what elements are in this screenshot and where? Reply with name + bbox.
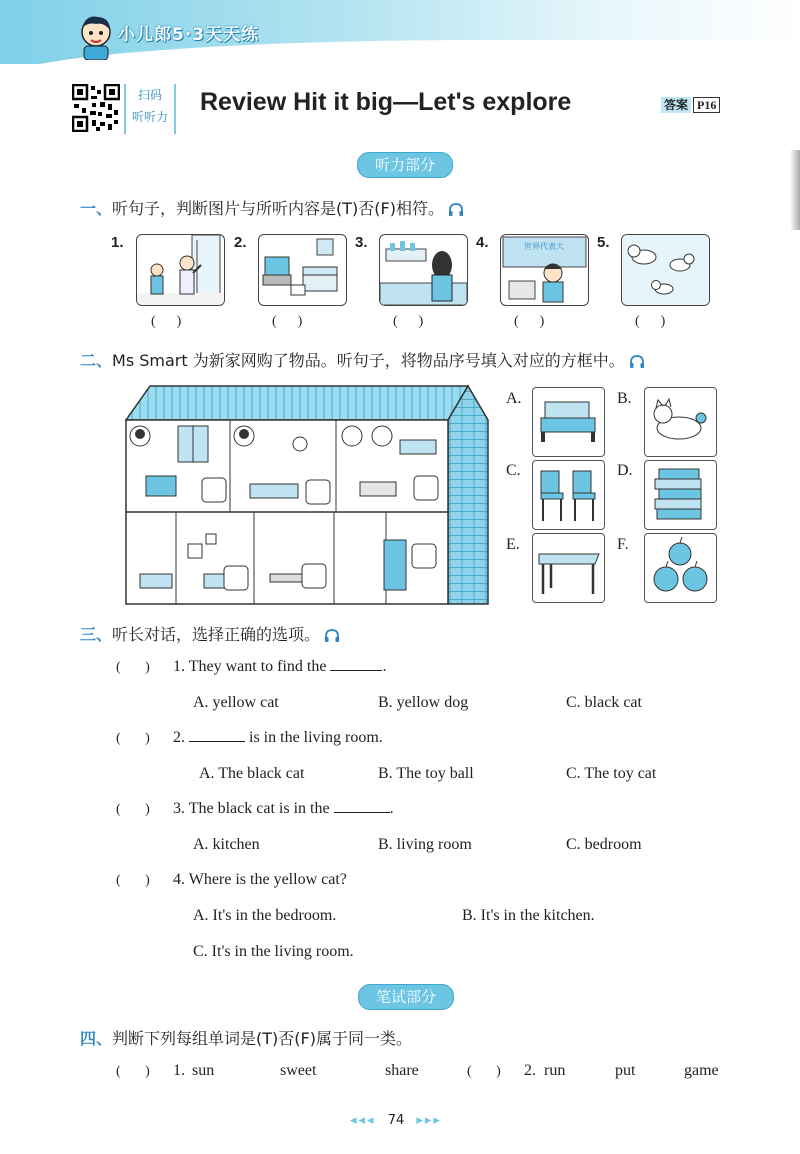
- section4-text: 判断下列每组单词是(T)否(F)属于同一类。: [112, 1029, 412, 1048]
- q2-stem: [173, 729, 383, 747]
- section1-text: 听句子，判断图片与所听内容是(T)否(F)相符。: [112, 199, 444, 218]
- s4-q1-word2: sweet: [280, 1062, 317, 1079]
- q4-number: 4.: [173, 871, 185, 888]
- next-arrows-icon: ▸▸▸: [416, 1113, 442, 1128]
- q2-number: 2.: [173, 729, 185, 746]
- item-c-box: [532, 460, 605, 530]
- bed-icon: [533, 388, 604, 456]
- picture-2-frame: [258, 234, 347, 306]
- brand-logo: 小儿郎5·3天天练: [118, 25, 260, 45]
- item-e-box: [532, 533, 605, 603]
- picture-5-frame: [621, 234, 710, 306]
- writing-section-pill: 笔试部分: [358, 984, 454, 1010]
- picture-3-frame: [379, 234, 468, 306]
- books-icon: [645, 461, 716, 529]
- answer-reference: [661, 96, 720, 113]
- picture-2-answer[interactable]: ( ): [272, 314, 303, 329]
- boy-watching-tv-image: [501, 235, 588, 305]
- q3-answer-paren[interactable]: ( ): [116, 802, 150, 817]
- item-d-box: [644, 460, 717, 530]
- s4-q1-word1: sun: [192, 1062, 215, 1079]
- section4-instruction: [80, 1026, 412, 1049]
- boy-at-door-image: [137, 235, 224, 305]
- item-c-letter: C.: [506, 462, 521, 479]
- section3-number: 三、: [80, 625, 113, 644]
- section4-number: 四、: [80, 1029, 113, 1048]
- item-b-box: [644, 387, 717, 457]
- scan-label-line2: 听听力: [131, 110, 168, 124]
- scan-label-line1: 扫码: [137, 88, 162, 102]
- q4-stem: [173, 871, 347, 889]
- q1-text-before: They want to find the: [188, 658, 331, 675]
- s4-q2-word2: put: [615, 1062, 636, 1079]
- page-number-footer: [350, 1113, 442, 1128]
- picture-4-frame: [500, 234, 589, 306]
- q2-blank[interactable]: [189, 741, 245, 742]
- q1-answer-paren[interactable]: ( ): [116, 660, 150, 675]
- q1-option-c[interactable]: C. black cat: [566, 694, 642, 711]
- section3-text: 听长对话，选择正确的选项。: [112, 625, 321, 644]
- q3-option-a[interactable]: A. kitchen: [193, 836, 260, 853]
- q1-option-b[interactable]: B. yellow dog: [378, 694, 469, 711]
- picture-3-number: 3.: [355, 234, 368, 251]
- item-d-letter: D.: [617, 462, 633, 479]
- section1-instruction: [80, 196, 464, 219]
- item-b-letter: B.: [617, 390, 632, 407]
- cats-playing-image: [622, 235, 709, 305]
- s4-q1-word3: share: [385, 1062, 419, 1079]
- living-room-image: [259, 235, 346, 305]
- q4-text: Where is the yellow cat?: [188, 871, 347, 888]
- q1-stem: [173, 658, 386, 676]
- q3-option-b[interactable]: B. living room: [378, 836, 472, 853]
- picture-4-number: 4.: [476, 234, 489, 251]
- picture-1-answer[interactable]: ( ): [151, 314, 182, 329]
- item-f-box: [644, 533, 717, 603]
- q4-option-c[interactable]: C. It's in the living room.: [193, 943, 354, 960]
- section2-number: 二、: [80, 351, 113, 370]
- s4-q2-number: 2.: [524, 1062, 536, 1079]
- apples-icon: [645, 534, 716, 602]
- scan-to-listen-label: [124, 84, 176, 134]
- q3-text-after: .: [389, 800, 394, 817]
- s4-q1-answer-paren[interactable]: ( ): [116, 1064, 150, 1079]
- q4-option-b[interactable]: B. It's in the kitchen.: [462, 907, 595, 924]
- listening-section-pill: 听力部分: [357, 152, 453, 178]
- section3-instruction: [80, 622, 340, 645]
- q3-text-before: The black cat is in the: [188, 800, 334, 817]
- q3-number: 3.: [173, 800, 185, 817]
- s4-q2-word3: game: [684, 1062, 719, 1079]
- q2-option-b[interactable]: B. The toy ball: [378, 765, 474, 782]
- house-illustration: [120, 384, 492, 606]
- item-f-letter: F.: [617, 536, 629, 553]
- section1-number: 一、: [80, 199, 113, 218]
- q2-answer-paren[interactable]: ( ): [116, 731, 150, 746]
- mascot-icon: [76, 14, 116, 60]
- page-title: Review Hit it big—Let's explore: [200, 88, 572, 116]
- q1-number: 1.: [173, 658, 185, 675]
- prev-arrows-icon: ◂◂◂: [350, 1113, 376, 1128]
- headphones-icon[interactable]: [629, 355, 645, 369]
- s4-q2-answer-paren[interactable]: ( ): [467, 1064, 501, 1079]
- page-number: 74: [387, 1113, 405, 1128]
- qr-code-icon[interactable]: [72, 84, 120, 132]
- picture-1-frame: [136, 234, 225, 306]
- item-a-letter: A.: [506, 390, 522, 407]
- answer-page: P16: [693, 97, 720, 113]
- picture-2-number: 2.: [234, 234, 247, 251]
- item-e-letter: E.: [506, 536, 520, 553]
- tv-sign-text: 世界代表大: [524, 242, 564, 251]
- s4-q1-number: 1.: [173, 1062, 185, 1079]
- q4-option-a[interactable]: A. It's in the bedroom.: [193, 907, 337, 924]
- q1-text-after: .: [382, 658, 387, 675]
- picture-3-answer[interactable]: ( ): [393, 314, 424, 329]
- q1-blank[interactable]: [330, 670, 382, 671]
- page-edge-shadow: [790, 150, 800, 230]
- cat-icon: [645, 388, 716, 456]
- headphones-icon[interactable]: [324, 629, 340, 643]
- q2-option-a[interactable]: A. The black cat: [199, 765, 305, 782]
- q2-text-after: is in the living room.: [245, 729, 383, 746]
- q4-answer-paren[interactable]: ( ): [116, 873, 150, 888]
- picture-1-number: 1.: [111, 234, 124, 251]
- picture-5-answer[interactable]: ( ): [635, 314, 666, 329]
- q3-blank[interactable]: [334, 812, 390, 813]
- q3-option-c[interactable]: C. bedroom: [566, 836, 642, 853]
- girl-in-kitchen-image: [380, 235, 467, 305]
- q3-stem: [173, 800, 394, 818]
- q2-option-c[interactable]: C. The toy cat: [566, 765, 657, 782]
- section2-instruction: [80, 348, 645, 371]
- s4-q2-word1: run: [544, 1062, 566, 1079]
- picture-5-number: 5.: [597, 234, 610, 251]
- picture-4-answer[interactable]: ( ): [514, 314, 545, 329]
- table-icon: [533, 534, 604, 602]
- section2-text: Ms Smart 为新家网购了物品。听句子，将物品序号填入对应的方框中。: [112, 351, 625, 370]
- item-a-box: [532, 387, 605, 457]
- headphones-icon[interactable]: [448, 203, 464, 217]
- q1-option-a[interactable]: A. yellow cat: [193, 694, 279, 711]
- chairs-icon: [533, 461, 604, 529]
- answer-label: 答案: [661, 97, 691, 113]
